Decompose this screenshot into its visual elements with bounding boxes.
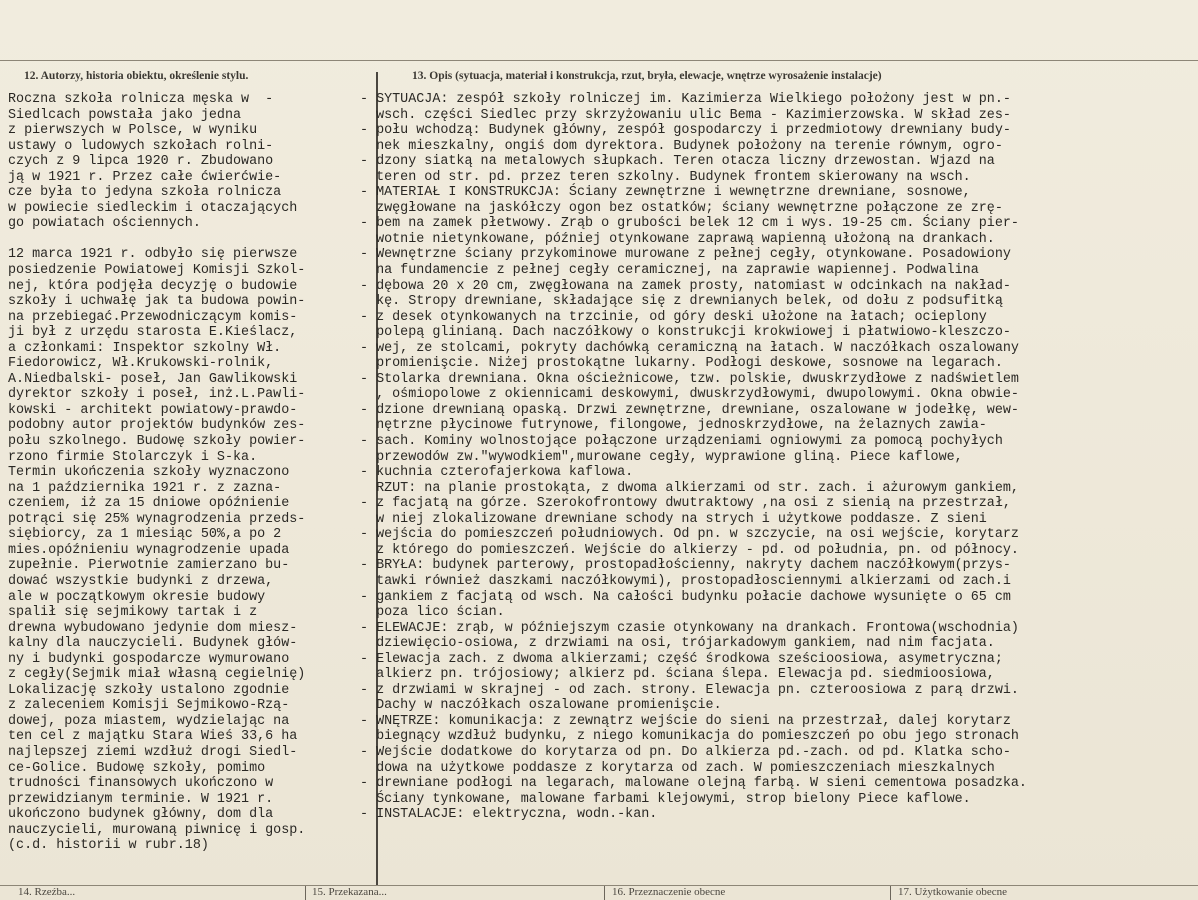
text-line: - z drzwiami w skrajnej - od zach. strony. Elewacja pn. czteroosiowa z parą drzwi.	[360, 682, 1019, 698]
text-line: czeniem, iż za 15 dniowe opóźnienie	[8, 496, 290, 512]
text-line: nauczycieli, murowaną piwnicę i gosp.	[8, 822, 306, 838]
text-line: na przebiegać.Przewodniczącym komis-	[8, 309, 298, 325]
text-line: ją w 1921 r. Przez całe ćwierćwie-	[8, 169, 282, 185]
text-line: teren od str. pd. przez teren szkolny. Budynek frontem skierowany na wsch.	[360, 169, 971, 185]
text-line: RZUT: na planie prostokąta, z dwoma alkierzami od str. zach. i ażurowym gankiem,	[360, 480, 1019, 496]
text-line: ce-Golice. Budowę szkoły, pomimo	[8, 760, 266, 776]
text-line: na fundamencie z pełnej cegły ceramicznej, na zaprawie wapiennej. Podwalina	[360, 263, 979, 279]
text-line: ustawy o ludowych szkołach rolni-	[8, 138, 274, 154]
text-line: - z desek otynkowanych na trzcinie, od góry deski ułożone na łatach; ocieplony	[360, 309, 987, 325]
text-line: tawki również daszkami naczółkowymi), prostopadłosciennymi alkierzami od zach.i	[360, 573, 1011, 589]
text-line: na 1 października 1921 r. z zazna-	[8, 480, 282, 496]
text-line: - MATERIAŁ I KONSTRUKCJA: Ściany zewnętrzne i wewnętrzne drewniane, sosnowe,	[360, 185, 971, 201]
text-line: ukończono budynek główny, dom dla	[8, 807, 274, 823]
text-line: - ELEWACJE: zrąb, w późniejszym czasie otynkowany na drankach. Frontowa(wschodnia)	[360, 620, 1019, 636]
section-13-heading: 13. Opis (sytuacja, materiał i konstrukcja, rzut, bryła, elewacje, wnętrze wyrosażenie instalacje)	[412, 70, 882, 82]
text-line: drewna wybudowano jedynie dom miesz-	[8, 620, 298, 636]
text-line: poza lico ścian.	[360, 605, 505, 621]
text-line: - bem na zamek płetwowy. Zrąb o grubości belek 12 cm i wys. 19-25 cm. Ściany pier-	[360, 216, 1019, 232]
text-line: ny i budynki gospodarcze wymurowano	[8, 651, 290, 667]
text-line: przewodów zw."wywodkiem",murowane cegły, wyprawione gliną. Piece kaflowe,	[360, 449, 963, 465]
text-line: nej, która podjęła decyzję o budowie	[8, 278, 298, 294]
description-text-column	[360, 92, 1192, 823]
history-text-column	[8, 92, 373, 854]
text-line: z którego do pomieszczeń. Wejście do alkierzy - pd. od południa, pn. od północy.	[360, 542, 1019, 558]
section-12-heading: 12. Autorzy, historia obiektu, określenie stylu.	[24, 70, 249, 82]
text-line: - z facjatą na górze. Szerokofrontowy dwutraktowy ,na osi z sienią na przestrzał,	[360, 496, 1011, 512]
text-line: wsch. części Siedlec przy skrzyżowaniu ulic Bema - Kazimierzowska. W skład zes-	[360, 107, 1011, 123]
text-line: cze była to jedyna szkoła rolnicza	[8, 185, 282, 201]
text-line: Lokalizację szkoły ustalono zgodnie	[8, 682, 290, 698]
text-line: spalił się sejmikowy tartak i z	[8, 605, 258, 621]
text-line: Dachy w naczółkach oszalowane promienişcie.	[360, 698, 722, 714]
footer-section-15: 15. Przekazana...	[312, 886, 387, 898]
text-line: ji był z urzędu starosta E.Kieślacz,	[8, 325, 298, 341]
text-line: (c.d. historii w rubr.18)	[8, 838, 209, 854]
footer-section-17: 17. Użytkowanie obecne	[898, 886, 1008, 898]
text-line: alkierz pn. trójosiowy; alkierz pd. ściana ślepa. Elewacja pd. siedmioosiowa,	[360, 667, 995, 683]
text-line: wotnie nietynkowane, później otynkowane zaprawą wapienną ułożoną na drankach.	[360, 231, 995, 247]
text-line: - Wewnętrzne ściany przykominowe murowane z pełnej cegły, otynkowane. Posadowiony	[360, 247, 1011, 263]
top-rule	[0, 60, 1198, 61]
text-line: - dębowa 20 x 20 cm, zwęgłowana na zamek prosty, natomiast w odcinkach na nakład-	[360, 278, 1011, 294]
text-line: potrąci się 25% wynagrodzenia przeds-	[8, 511, 306, 527]
text-line: Siedlcach powstała jako jedna	[8, 107, 242, 123]
text-line: Fiedorowicz, Wł.Krukowski-rolnik,	[8, 356, 274, 372]
text-line: - gankiem z facjatą od wsch. Na całości budynku połacie dachowe wysunięte o 65 cm	[360, 589, 1011, 605]
text-line: Roczna szkoła rolnicza męska w -	[8, 92, 274, 107]
text-line: - BRYŁA: budynek parterowy, prostopadłościenny, nakryty dachem naczółkowym(przys-	[360, 558, 1011, 574]
text-line: - SYTUACJA: zespół szkoły rolniczej im. Kazimierza Wielkiego położony jest w pn.-	[360, 92, 1011, 107]
text-line: rzono firmie Stolarczyk i S-ka.	[8, 449, 258, 465]
footer-divider	[604, 886, 605, 900]
footer-divider	[890, 886, 891, 900]
text-line: - drewniane podłogi na legarach, malowane olejną farbą. W sieni cementowa posadzka.	[360, 776, 1027, 792]
text-line: - sach. Kominy wolnostojące połączone urządzeniami ogniowymi za pomocą pochyłych	[360, 434, 1003, 450]
text-line: Termin ukończenia szkoły wyznaczono	[8, 465, 290, 481]
text-line: - kuchnia czterofajerkowa kaflowa.	[360, 465, 634, 481]
text-line: - wejścia do pomieszczeń południowych. Od pn. w szczycie, na osi wejście, korytarz	[360, 527, 1019, 543]
text-line: mies.opóźnieniu wynagrodzenie upada	[8, 542, 290, 558]
text-line: - Wejście dodatkowe do korytarza od pn. Do alkierza pd.-zach. od pd. Klatka scho-	[360, 744, 1011, 760]
text-line: dować wszystkie budynki z drzewa,	[8, 573, 274, 589]
text-line: 12 marca 1921 r. odbyło się pierwsze	[8, 247, 298, 263]
text-line: z cegły(Sejmik miał własną cegielnię)	[8, 667, 306, 683]
text-line: z zaleceniem Komisji Sejmikowo-Rzą-	[8, 698, 290, 714]
text-line: posiedzenie Powiatowej Komisji Szkol-	[8, 263, 306, 279]
text-line: przewidzianym terminie. W 1921 r.	[8, 791, 274, 807]
text-line: polepą glinianą. Dach naczółkowy o konstrukcji krokwiowej i płatwiowo-kleszczo-	[360, 325, 1011, 341]
text-line: szkoły i uchwałę jak ta budowa powin-	[8, 294, 306, 310]
text-line: ale w początkowym okresie budowy	[8, 589, 266, 605]
text-line: dziewięcio-osiowa, z drzwiami na osi, trójarkadowym gankiem, nad nim facjata.	[360, 636, 995, 652]
footer-section-16: 16. Przeznaczenie obecne	[612, 886, 726, 898]
text-line: biegnący wzdłuż budynku, z niego komunikacja do pomieszczeń po obu jego stronach	[360, 729, 1019, 745]
text-line: nek mieszkalny, ongiś dom dyrektora. Budynek położony na terenie równym, ogro-	[360, 138, 1003, 154]
text-line: dowa na użytkowe poddasze z korytarza od zach. W pomieszczeniach mieszkalnych	[360, 760, 995, 776]
text-line: nętrzne płycinowe futrynowe, filongowe, jednoskrzydłowe, na żelaznych zawia-	[360, 418, 987, 434]
text-line: - wej, ze stolcami, pokryty dachówką ceramiczną na łatach. W naczółkach oszalowany	[360, 340, 1019, 356]
text-line: najlepszej ziemi wzdłuż drogi Siedl-	[8, 744, 298, 760]
text-line: połu szkolnego. Budowę szkoły powier-	[8, 434, 306, 450]
footer-divider	[305, 886, 306, 900]
text-line: - WNĘTRZE: komunikacja: z zewnątrz wejście do sieni na przestrzał, dalej korytarz	[360, 713, 1011, 729]
text-line: promienişcie. Niżej prostokątne lukarny. Podłogi deskowe, sosnowe na legarach.	[360, 356, 1003, 372]
text-line: czych z 9 lipca 1920 r. Zbudowano	[8, 154, 274, 170]
text-line: zwęgłowane na jaskółczy ogon bez ostatków; ściany wewnętrzne połączone ze zrę-	[360, 200, 1003, 216]
text-line: zupełnie. Pierwotnie zamierzano bu-	[8, 558, 290, 574]
text-line: trudności finansowych ukończono w	[8, 776, 274, 792]
text-line: z pierwszych w Polsce, w wyniku	[8, 123, 258, 139]
text-line	[8, 232, 373, 248]
footer-section-14: 14. Rzeźba...	[18, 886, 76, 898]
text-line: - Elewacja zach. z dwoma alkierzami; część środkowa sześcioosiowa, asymetryczna;	[360, 651, 1003, 667]
text-line: - połu wchodzą: Budynek główny, zespół gospodarczy i przedmiotowy drewniany budy-	[360, 123, 1011, 139]
text-line: A.Niedbalski- poseł, Jan Gawlikowski	[8, 371, 298, 387]
text-line: dowej, poza miastem, wydzielając na	[8, 713, 290, 729]
text-line: kę. Stropy drewniane, składające się z drewnianych belek, od dołu z podsufitką	[360, 294, 1003, 310]
text-line: - dzione drewnianą opaską. Drzwi zewnętrzne, drewniane, oszalowane w jodełkę, wew-	[360, 402, 1019, 418]
text-line: - Stolarka drewniana. Okna ościeżnicowe, tzw. polskie, dwuskrzydłowe z nadświetlem	[360, 371, 1019, 387]
text-line: kalny dla nauczycieli. Budynek głów-	[8, 636, 298, 652]
bottom-rule	[0, 885, 1198, 886]
text-line: siębiorcy, za 1 miesiąc 50%,a po 2	[8, 527, 282, 543]
text-line: - dzony siatką na metalowych słupkach. Teren otacza liczny drzewostan. Wjazd na	[360, 154, 995, 170]
text-line: Ściany tynkowane, malowane farbami klejowymi, strop bielony Piece kaflowe.	[360, 791, 971, 807]
text-line: w niej zlokalizowane drewniane schody na strych i użytkowe poddasze. Z sieni	[360, 511, 987, 527]
text-line: ten cel z majątku Stara Wieś 33,6 ha	[8, 729, 298, 745]
text-line: podobny autor projektów budynków zes-	[8, 418, 306, 434]
text-line: go powiatach ościennych.	[8, 216, 201, 232]
text-line: , ośmiopolowe z okiennicami deskowymi, dwuskrzydłowymi, dwupolowymi. Okna obwie-	[360, 387, 1019, 403]
text-line: - INSTALACJE: elektryczna, wodn.-kan.	[360, 807, 658, 823]
text-line: a członkami: Inspektor szkolny Wł.	[8, 340, 282, 356]
text-line: dyrektor szkoły i poseł, inż.L.Pawli-	[8, 387, 306, 403]
text-line: w powiecie siedleckim i otaczających	[8, 200, 298, 216]
text-line: kowski - architekt powiatowy-prawdo-	[8, 402, 298, 418]
